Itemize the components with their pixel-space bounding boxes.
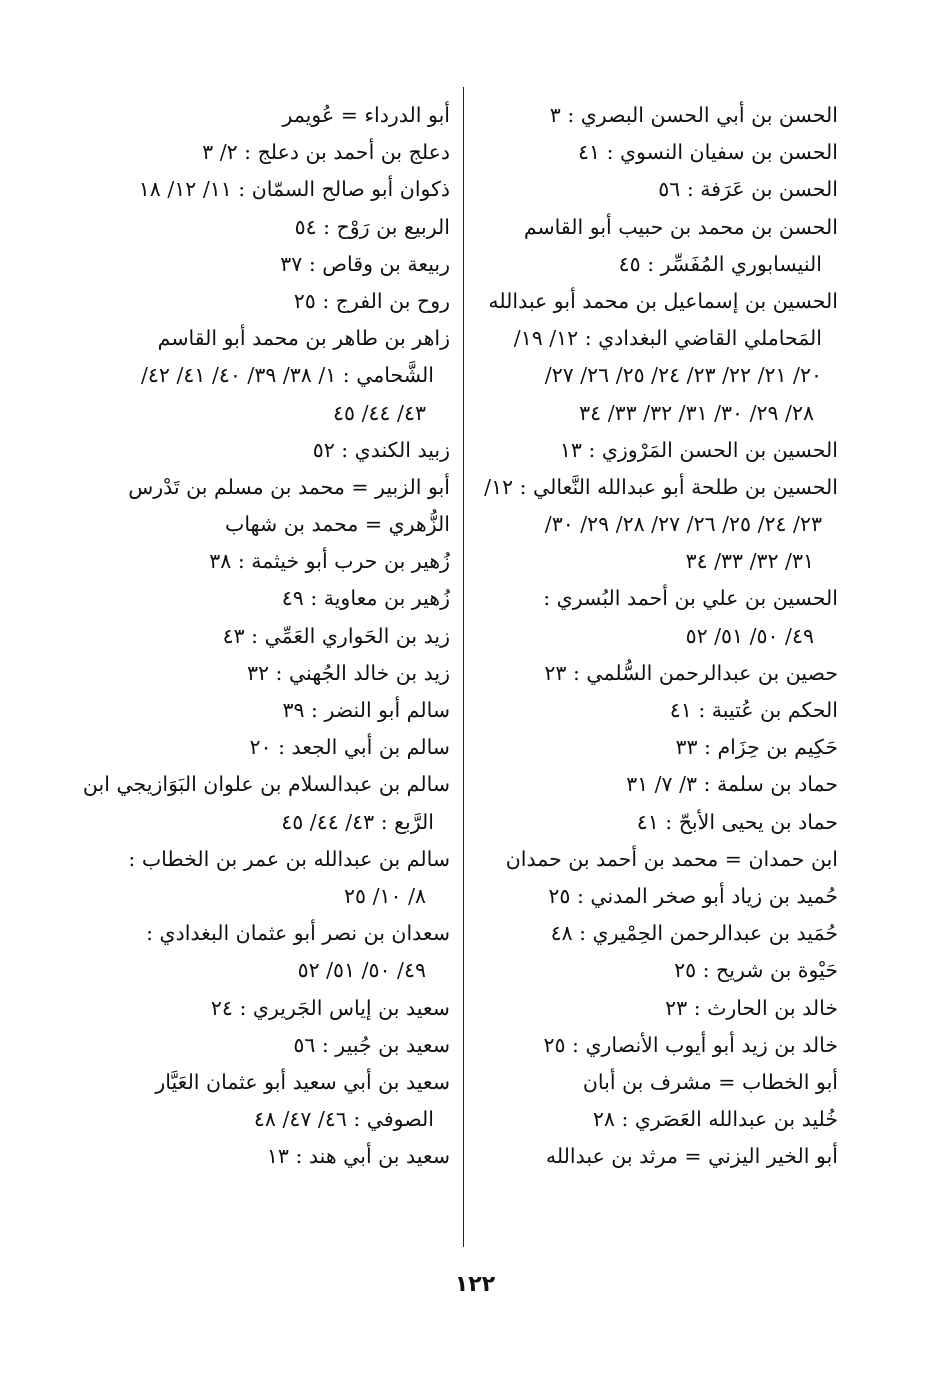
index-entry: ذكوان أبو صالح السمّان : ١١/ ١٢/ ١٨ (138, 177, 450, 202)
index-entry: سالم بن عبدالله بن عمر بن الخطاب : (128, 846, 450, 871)
index-entry-continuation: ٢٣/ ٢٤/ ٢٥/ ٢٦/ ٢٧/ ٢٨/ ٢٩/ ٣٠/ (544, 512, 822, 537)
index-entry-continuation: النيسابوري المُفَسِّر : ٤٥ (618, 251, 822, 276)
index-entry: أبو الخير اليزني = مرثد بن عبدالله (545, 1144, 838, 1169)
index-entry: حصين بن عبدالرحمن السُّلمي : ٢٣ (544, 660, 838, 685)
index-entry: حُميد بن زياد أبو صخر المدني : ٢٥ (548, 883, 838, 908)
index-entry: خالد بن زيد أبو أيوب الأنصاري : ٢٥ (543, 1032, 838, 1057)
index-entry: الحسين بن الحسن المَرْوزي : ١٣ (559, 437, 838, 462)
index-entry: سالم أبو النضر : ٣٩ (282, 698, 450, 722)
index-entry: حماد بن يحيى الأبحّ : ٤١ (636, 809, 838, 834)
index-entry: سعيد بن إياس الجَريري : ٢٤ (210, 995, 450, 1020)
index-entry: الحكم بن عُتيبة : ٤١ (669, 698, 838, 722)
index-entry: خُليد بن عبدالله العَصَري : ٢٨ (592, 1107, 838, 1132)
index-entry: الحسين بن إسماعيل بن محمد أبو عبدالله (488, 288, 838, 313)
index-entry: ابن حمدان = محمد بن أحمد بن حمدان (505, 846, 838, 871)
index-entry: الزُّهري = محمد بن شهاب (225, 512, 450, 537)
index-entry-continuation: ٤٩/ ٥٠/ ٥١/ ٥٢ (685, 623, 814, 648)
index-entry: سعدان بن نصر أبو عثمان البغدادي : (146, 921, 450, 946)
left-column (75, 97, 450, 1175)
index-entry: زُهير بن معاوية : ٤٩ (281, 586, 450, 611)
index-entry-continuation: الشَّحامي : ١/ ٣٨/ ٣٩/ ٤٠/ ٤١/ ٤٢/ (141, 363, 434, 388)
index-entry: سعيد بن جُبير : ٥٦ (293, 1032, 450, 1057)
index-entry-continuation: ٣١/ ٣٢/ ٣٣/ ٣٤ (685, 549, 814, 574)
index-entry: الحسن بن عَرَفة : ٥٦ (658, 177, 838, 202)
index-entry: ربيعة بن وقاص : ٣٧ (280, 251, 450, 276)
index-entry: الربيع بن رَوْح : ٥٤ (294, 214, 450, 239)
index-entry: حُمَيد بن عبدالرحمن الحِمْيري : ٤٨ (550, 921, 838, 946)
index-entry: أبو الخطاب = مشرف بن أبان (582, 1069, 838, 1094)
index-entry-continuation: المَحاملي القاضي البغدادي : ١٢/ ١٩/ (513, 326, 822, 351)
index-entry: الحسن بن محمد بن حبيب أبو القاسم (523, 214, 838, 239)
index-entry-continuation: ٤٩/ ٥٠/ ٥١/ ٥٢ (297, 958, 426, 983)
index-entry: حَيْوة بن شريح : ٢٥ (674, 958, 838, 983)
index-entry: زيد بن الحَواري العَمِّي : ٤٣ (222, 623, 450, 648)
index-entry-continuation: ٨/ ١٠/ ٢٥ (344, 883, 426, 908)
column-divider (463, 87, 464, 1247)
index-entry-continuation: الرَّبع : ٤٣/ ٤٤/ ٤٥ (281, 809, 434, 834)
index-entry: أبو الزبير = محمد بن مسلم بن تَدْرس (128, 474, 450, 499)
index-entry-continuation: ٤٣/ ٤٤/ ٤٥ (333, 400, 426, 425)
right-column (478, 97, 838, 1175)
page-number: ١٢٢ (454, 1272, 496, 1297)
index-entry: الحسن بن أبي الحسن البصري : ٣ (549, 103, 838, 127)
index-entry: خالد بن الحارث : ٢٣ (665, 995, 838, 1020)
index-entry-continuation: ٢٠/ ٢١/ ٢٢/ ٢٣/ ٢٤/ ٢٥/ ٢٦/ ٢٧/ (544, 363, 822, 388)
index-entry: سالم بن أبي الجعد : ٢٠ (249, 735, 450, 760)
index-entry: سالم بن عبدالسلام بن علوان البَوَازيجي ابن (82, 772, 450, 797)
index-entry-continuation: ٢٨/ ٢٩/ ٣٠/ ٣١/ ٣٢/ ٣٣/ ٣٤ (579, 400, 814, 425)
index-entry: زبيد الكندي : ٥٢ (312, 437, 450, 462)
index-entry: روح بن الفرج : ٢٥ (293, 288, 450, 313)
index-entry: زيد بن خالد الجُهني : ٣٢ (246, 660, 450, 685)
index-entry: حَكِيم بن حِزَام : ٣٣ (675, 735, 838, 760)
index-entry: الحسين بن طلحة أبو عبدالله النَّعالي : ١٢/ (484, 474, 838, 499)
index-entry: حماد بن سلمة : ٣/ ٧/ ٣١ (626, 772, 838, 797)
index-entry-continuation: الصوفي : ٤٦/ ٤٧/ ٤٨ (253, 1107, 434, 1132)
index-entry: زاهر بن طاهر بن محمد أبو القاسم (157, 326, 450, 351)
index-entry: أبو الدرداء = عُويمر (282, 103, 450, 127)
index-entry: دعلج بن أحمد بن دعلج : ٢/ ٣ (202, 140, 450, 165)
index-entry: الحسن بن سفيان النسوي : ٤١ (578, 140, 838, 165)
index-entry: الحسين بن علي بن أحمد البُسري : (543, 586, 838, 611)
index-entry: زُهير بن حرب أبو خيثمة : ٣٨ (209, 549, 450, 574)
index-entry: سعيد بن أبي سعيد أبو عثمان العَيَّار (155, 1069, 450, 1094)
index-entry: سعيد بن أبي هند : ١٣ (266, 1144, 450, 1169)
